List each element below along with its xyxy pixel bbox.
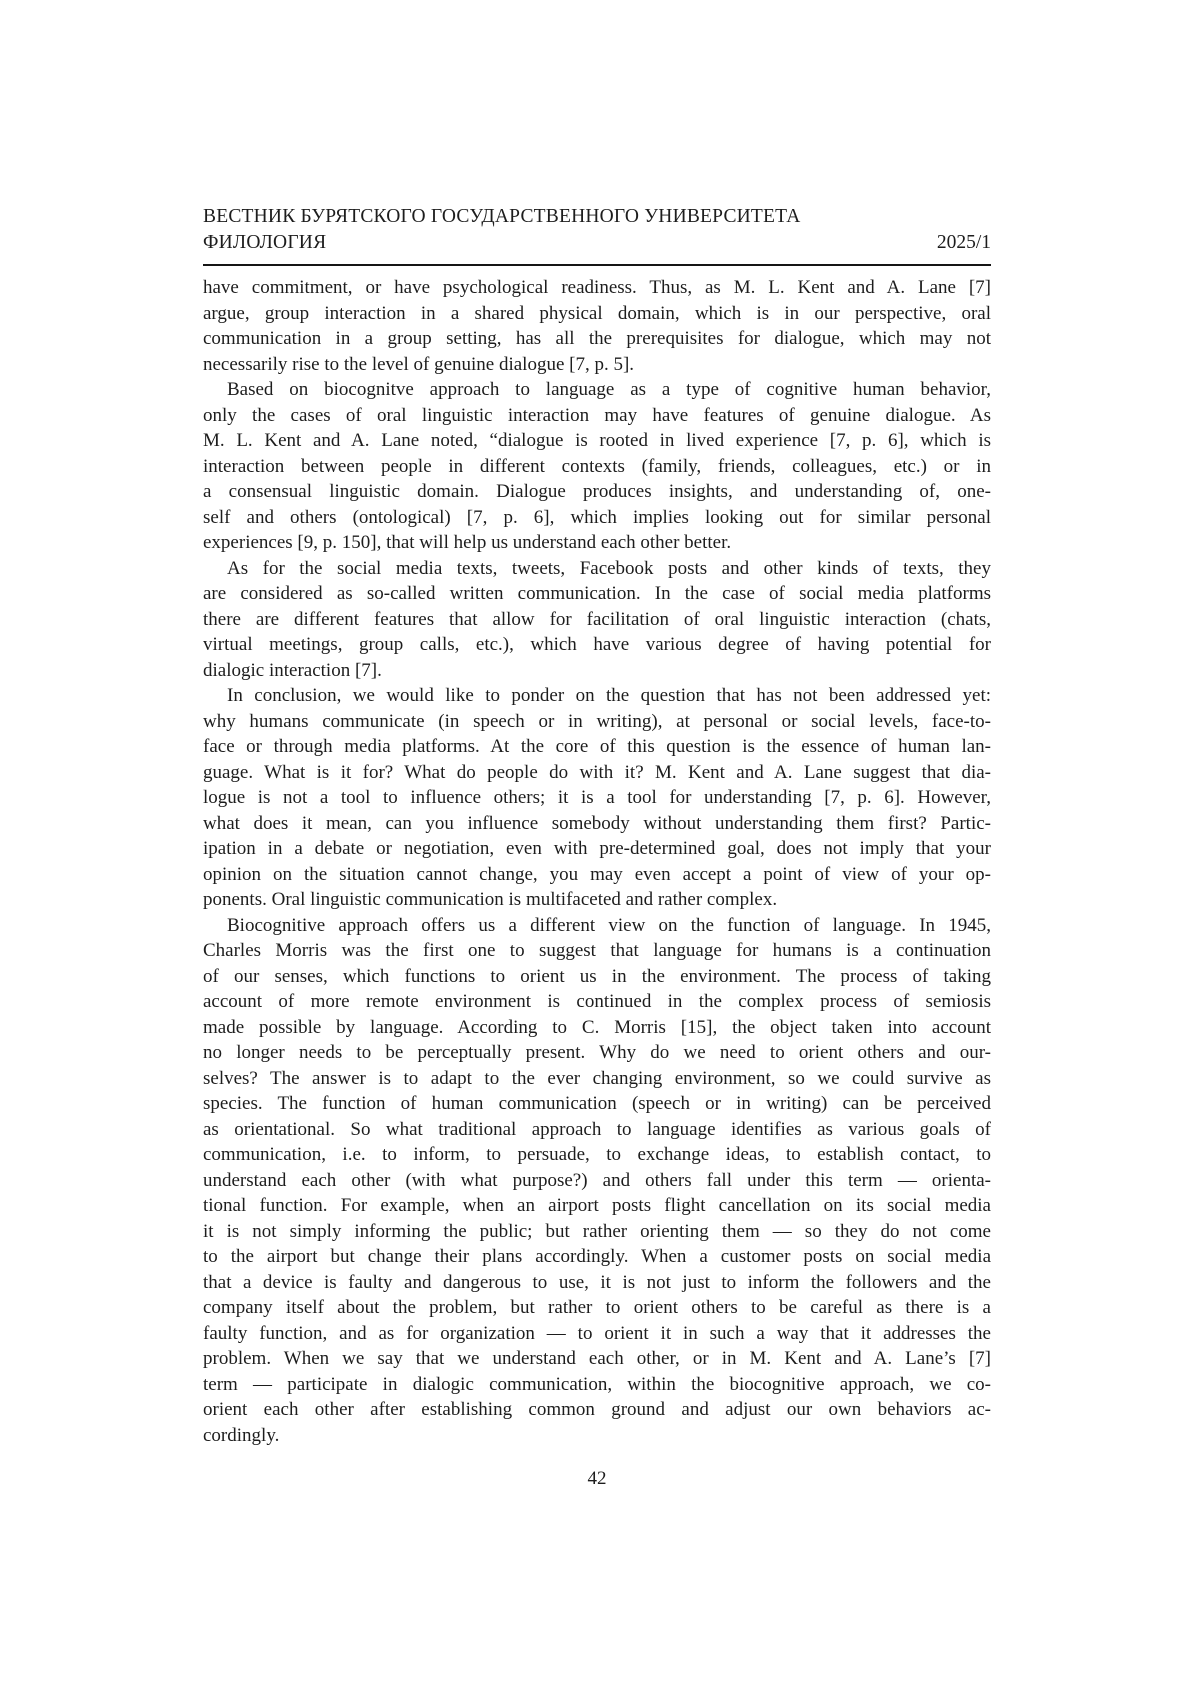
text-line: company itself about the problem, but rather to orient others to be careful as there is a: [203, 1297, 991, 1318]
text-line: As for the social media texts, tweets, Facebook posts and other kinds of texts, they: [227, 557, 991, 579]
text-line: argue, group interaction in a shared physical domain, which is in our perspective, oral: [203, 302, 991, 324]
text-line: what does it mean, can you influence somebody without understanding them first? Partic-: [203, 812, 991, 834]
text-line: opinion on the situation cannot change, you may even accept a point of view of your op-: [203, 863, 991, 885]
text-line: why humans communicate (in speech or in writing), at personal or social levels, face-to-: [203, 710, 991, 732]
page-footer: [203, 1468, 991, 1490]
text-line: as orientational. So what traditional approach to language identifies as various goals of: [203, 1118, 991, 1140]
text-line: cordingly.: [203, 1424, 280, 1446]
text-line: it is not simply informing the public; but rather orienting them — so they do not come: [203, 1220, 991, 1242]
header-divider: [203, 264, 991, 266]
text-line: communication, i.e. to inform, to persuade, to exchange ideas, to establish contact, to: [203, 1144, 991, 1165]
text-line: logue is not a tool to influence others; it is a tool for understanding [7, p. 6]. However,: [203, 787, 991, 808]
text-line: interaction between people in different contexts (family, friends, colleagues, etc.) or in: [203, 455, 991, 477]
text-line: species. The function of human communication (speech or in writing) can be perceived: [203, 1093, 991, 1114]
text-line: a consensual linguistic domain. Dialogue produces insights, and understanding of, one-: [203, 481, 991, 502]
text-line: M. L. Kent and A. Lane noted, “dialogue is rooted in lived experience [7, p. 6], which is: [203, 430, 991, 451]
page-content: [203, 204, 991, 1448]
text-line: Based on biocognitve approach to language as a type of cognitive human behavior,: [227, 379, 991, 400]
text-line: guage. What is it for? What do people do with it? M. Kent and A. Lane suggest that dia-: [203, 761, 991, 783]
journal-title: ВЕСТНИК БУРЯТСКОГО ГОСУДАРСТВЕННОГО УНИВЕРСИТЕТА: [203, 206, 801, 227]
paragraph: [203, 275, 991, 377]
text-line: experiences [9, p. 150], that will help us understand each other better.: [203, 532, 732, 553]
text-line: Biocognitive approach offers us a different view on the function of language. In 1945,: [227, 914, 991, 936]
text-line: Charles Morris was the first one to suggest that language for humans is a continuation: [203, 940, 991, 961]
text-line: face or through media platforms. At the core of this question is the essence of human lan-: [203, 736, 991, 757]
text-line: dialogic interaction [7].: [203, 659, 382, 681]
text-line: faulty function, and as for organization — to orient it in such a way that it addresses the: [203, 1322, 991, 1344]
text-line: that a device is faulty and dangerous to use, it is not just to inform the followers and the: [203, 1271, 991, 1293]
running-header-left: [203, 204, 801, 256]
text-line: are considered as so-called written communication. In the case of social media platforms: [203, 583, 991, 604]
text-line: there are different features that allow for facilitation of oral linguistic interaction (chats,: [203, 608, 991, 630]
journal-section: ФИЛОЛОГИЯ: [203, 232, 327, 253]
text-line: problem. When we say that we understand each other, or in M. Kent and A. Lane’s [7]: [203, 1348, 991, 1369]
text-line: term — participate in dialogic communication, within the biocognitive approach, we co-: [203, 1373, 991, 1395]
paragraph: [203, 556, 991, 684]
text-line: orient each other after establishing common ground and adjust our own behaviors ac-: [203, 1399, 991, 1420]
text-line: communication in a group setting, has all the prerequisites for dialogue, which may not: [203, 328, 991, 349]
text-line: to the airport but change their plans accordingly. When a customer posts on social media: [203, 1246, 991, 1267]
text-line: made possible by language. According to C. Morris [15], the object taken into account: [203, 1016, 991, 1038]
text-line: In conclusion, we would like to ponder on the question that has not been addressed yet:: [227, 685, 991, 706]
text-line: self and others (ontological) [7, p. 6], which implies looking out for similar personal: [203, 506, 991, 528]
text-line: have commitment, or have psychological readiness. Thus, as M. L. Kent and A. Lane [7]: [203, 277, 991, 298]
text-line: selves? The answer is to adapt to the ever changing environment, so we could survive as: [203, 1067, 991, 1089]
document-body: [203, 275, 991, 1448]
text-line: understand each other (with what purpose?) and others fall under this term — orienta-: [203, 1169, 991, 1191]
paragraph: [203, 377, 991, 556]
running-header: [203, 204, 991, 256]
text-line: only the cases of oral linguistic interaction may have features of genuine dialogue. As: [203, 404, 991, 426]
text-line: tional function. For example, when an airport posts flight cancellation on its social media: [203, 1195, 991, 1216]
issue-number: 2025/1: [936, 232, 991, 253]
paragraph: [203, 683, 991, 913]
text-line: virtual meetings, group calls, etc.), which have various degree of having potential for: [203, 634, 991, 655]
text-line: ponents. Oral linguistic communication is multifaceted and rather complex.: [203, 889, 778, 910]
page-number: 42: [587, 1468, 607, 1489]
paragraph: [203, 913, 991, 1449]
text-line: account of more remote environment is continued in the complex process of semiosis: [203, 991, 991, 1012]
text-line: necessarily rise to the level of genuine dialogue [7, p. 5].: [203, 353, 635, 375]
text-line: of our senses, which functions to orient us in the environment. The process of taking: [203, 965, 991, 987]
text-line: ipation in a debate or negotiation, even with pre-determined goal, does not imply that your: [203, 838, 991, 859]
text-line: no longer needs to be perceptually present. Why do we need to orient others and our-: [203, 1042, 991, 1063]
